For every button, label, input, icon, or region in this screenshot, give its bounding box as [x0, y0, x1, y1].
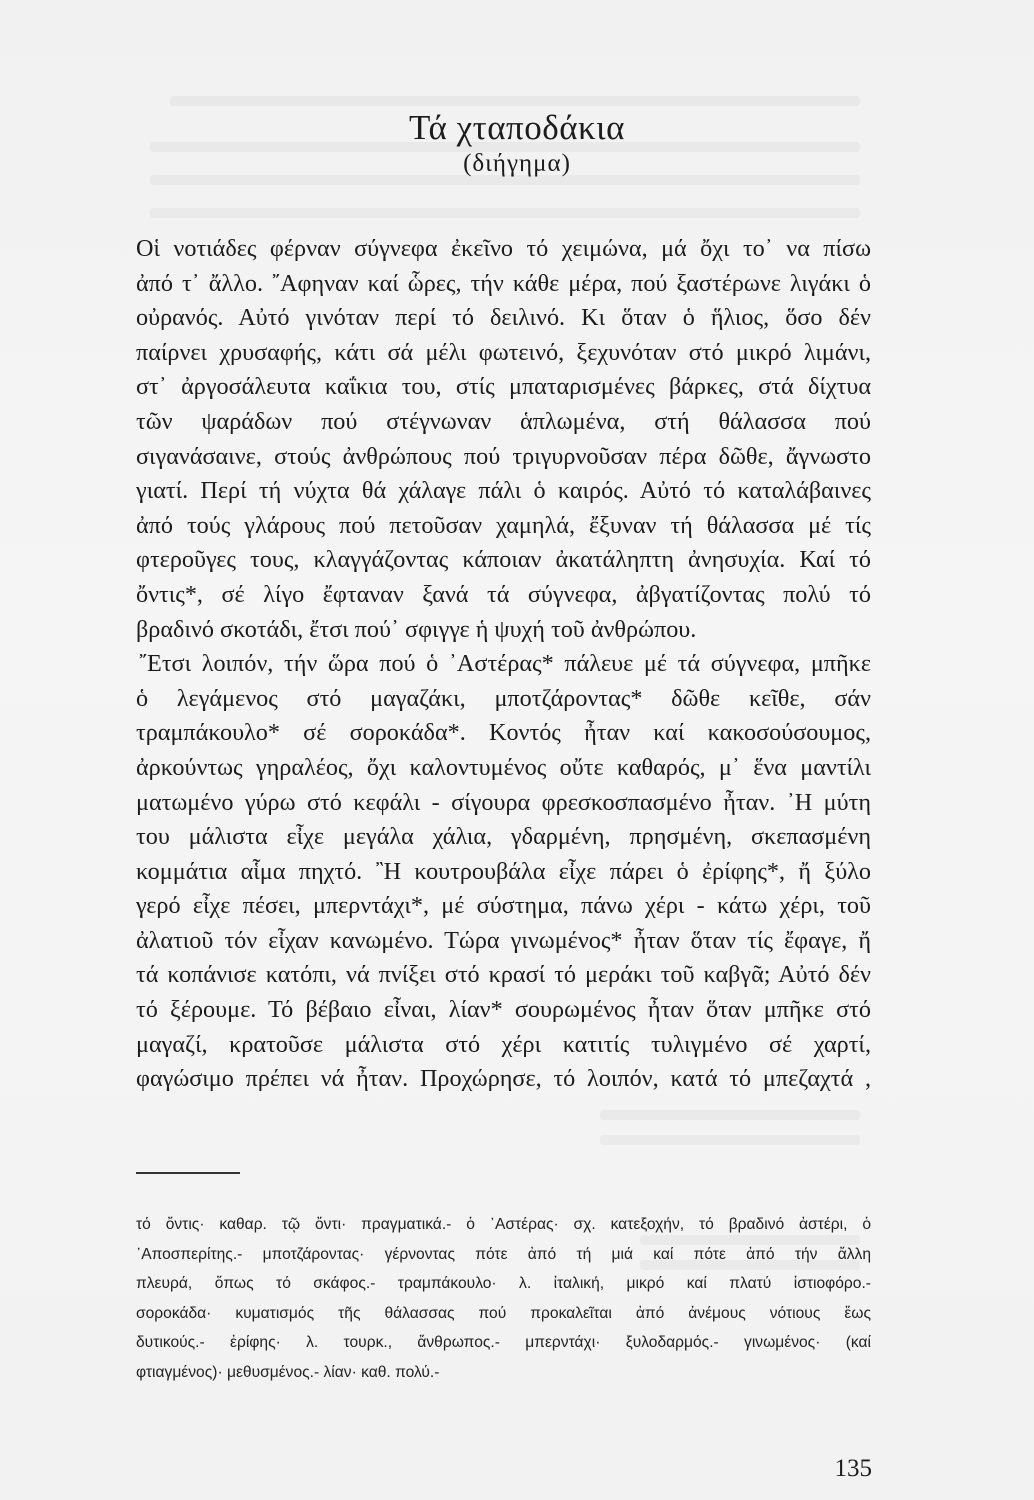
text-line: μαγαζί, κρατοῦσε μάλιστα στό χέρι κατιτίς τυλιγμένο σέ χαρτί,: [136, 1030, 871, 1058]
text-line: τό ξέρουμε. Τό βέβαιο εἶναι, λίαν* σουρωμένος ἦταν ὅταν μπῆκε στό: [136, 996, 871, 1024]
text-line: σιγανάσαινε, στούς ἀνθρώπους πού τριγυρνοῦσαν πέρα δῶθε, ἄγνωστο: [136, 442, 871, 470]
footnote-line: σοροκάδα· κυματισμός τῆς θάλασσας πού προκαλεῖται ἀπό ἀνέμους νότιους ἕως: [136, 1304, 871, 1322]
footnote-line: πλευρά, ὅπως τό σκάφος.- τραμπάκουλο· λ. ἰταλική, μικρό καί πλατύ ἱστιοφόρο.-: [136, 1275, 871, 1293]
text-line: τά κοπάνισε κατόπι, νά πνίξει στό κρασί τό μεράκι τοῦ καβγᾶ; Αὐτό δέν: [136, 961, 871, 989]
text-line: ἀλατιοῦ τόν εἶχαν κανωμένο. Τώρα γινωμένος* ἦταν ὅταν τίς ἔφαγε, ἤ: [136, 926, 871, 954]
text-line: οὐρανός. Αὐτό γινόταν περί τό δειλινό. Κι ὅταν ὁ ἥλιος, ὅσο δέν: [136, 304, 871, 332]
text-line: κομμάτια αἷμα πηχτό. ῍Η κουτρουβάλα εἶχε πάρει ὁ ἐρίφης*, ἤ ξύλο: [136, 857, 871, 885]
text-line: γιατί. Περί τή νύχτα θά χάλαγε πάλι ὁ καιρός. Αὐτό τό καταλάβαινες: [136, 477, 871, 505]
text-line: του μάλιστα εἶχε μεγάλα χάλια, γδαρμένη, πρησμένη, σκεπασμένη: [136, 823, 871, 851]
bleed-through: [170, 96, 860, 106]
story-title: Τά χταποδάκια: [409, 108, 625, 147]
text-line: γερό εἶχε πέσει, μπερντάχι*, μέ σύστημα, πάνω χέρι - κάτω χέρι, τοῦ: [136, 892, 871, 920]
footnote-line: φτιαγμένος)· μεθυσμένος.- λίαν· καθ. πολύ.-: [136, 1363, 440, 1381]
text-line: φαγώσιμο πρέπει νά ἦταν. Προχώρησε, τό λοιπόν, κατά τό μπεζαχτά ,: [136, 1065, 871, 1093]
text-line: ὁ λεγάμενος στό μαγαζάκι, μποτζάροντας* δῶθε κεῖθε, σάν: [136, 684, 871, 712]
text-line: Οἱ νοτιάδες φέρναν σύγνεφα ἐκεῖνο τό χειμώνα, μά ὄχι το᾽ να πίσω: [136, 235, 871, 262]
footnote-line: δυτικούς.- ἐρίφης· λ. τουρκ., ἄνθρωπος.- μπερντάχι· ξυλοδαρμός.- γινωμένος· (καί: [136, 1334, 871, 1352]
bleed-through: [600, 1110, 860, 1120]
bleed-through: [150, 208, 860, 218]
text-line: ἀπό τούς γλάρους πού πετοῦσαν χαμηλά, ἔξυναν τή θάλασσα μέ τίς: [136, 511, 871, 539]
text-line: φτεροῦγες τους, κλαγγάζοντας κάποιαν ἀκατάληπτη ἀνησυχία. Καί τό: [136, 546, 871, 574]
text-line: ὄντις*, σέ λίγο ἔφταναν ξανά τά σύγνεφα, ἀβγατίζοντας πολύ τό: [136, 580, 871, 608]
footnote-line: τό ὄντις· καθαρ. τῷ ὄντι· πραγματικά.- ὁ ᾽Αστέρας· σχ. κατεξοχήν, τό βραδινό ἀστέρι, ὁ: [136, 1216, 871, 1233]
story-subtitle: (διήγημα): [463, 150, 571, 177]
text-line: ἀρκούντως γηραλέος, ὄχι καλοντυμένος οὔτε καθαρός, μ᾽ ἕνα μαντίλι: [136, 753, 871, 781]
bleed-through: [600, 1135, 860, 1145]
footnotes: [136, 1210, 871, 1388]
text-line: στ᾽ ἀργοσάλευτα καΐκια του, στίς μπαταρισμένες βάρκες, στά δίχτυα: [136, 373, 871, 401]
text-line: βραδινό σκοτάδι, ἔτσι πού᾽ σφιγγε ἡ ψυχή τοῦ ἀνθρώπου.: [136, 615, 697, 643]
text-line: ματωμένο γύρω στό κεφάλι - σίγουρα φρεσκοσπασμένο ἦταν. ᾽Η μύτη: [136, 788, 871, 816]
footnote-separator: [136, 1172, 240, 1174]
text-line: τραμπάκουλο* σέ σοροκάδα*. Κοντός ἦταν καί κακοσούσουμος,: [136, 719, 871, 747]
text-line: ἀπό τ᾽ ἄλλο. ῎Αφηναν καί ὧρες, τήν κάθε μέρα, πού ξαστέρωνε λιγάκι ὁ: [136, 269, 871, 297]
story-body: [136, 232, 871, 1097]
text-line: τῶν ψαράδων πού στέγνωναν ἁπλωμένα, στή θάλασσα πού: [136, 407, 871, 435]
text-line: ῎Ετσι λοιπόν, τήν ὥρα πού ὁ ᾽Αστέρας* πάλευε μέ τά σύγνεφα, μπῆκε: [139, 650, 871, 678]
text-line: παίρνει χρυσαφής, κάτι σά μέλι φωτεινό, ξεχυνόταν στό μικρό λιμάνι,: [136, 338, 871, 366]
page-number: 135: [834, 1455, 872, 1482]
footnote-line: ᾽Αποσπερίτης.- μποτζάροντας· γέρνοντας πότε ἀπό τή μιά καί πότε ἀπό τήν ἄλλη: [136, 1245, 871, 1263]
